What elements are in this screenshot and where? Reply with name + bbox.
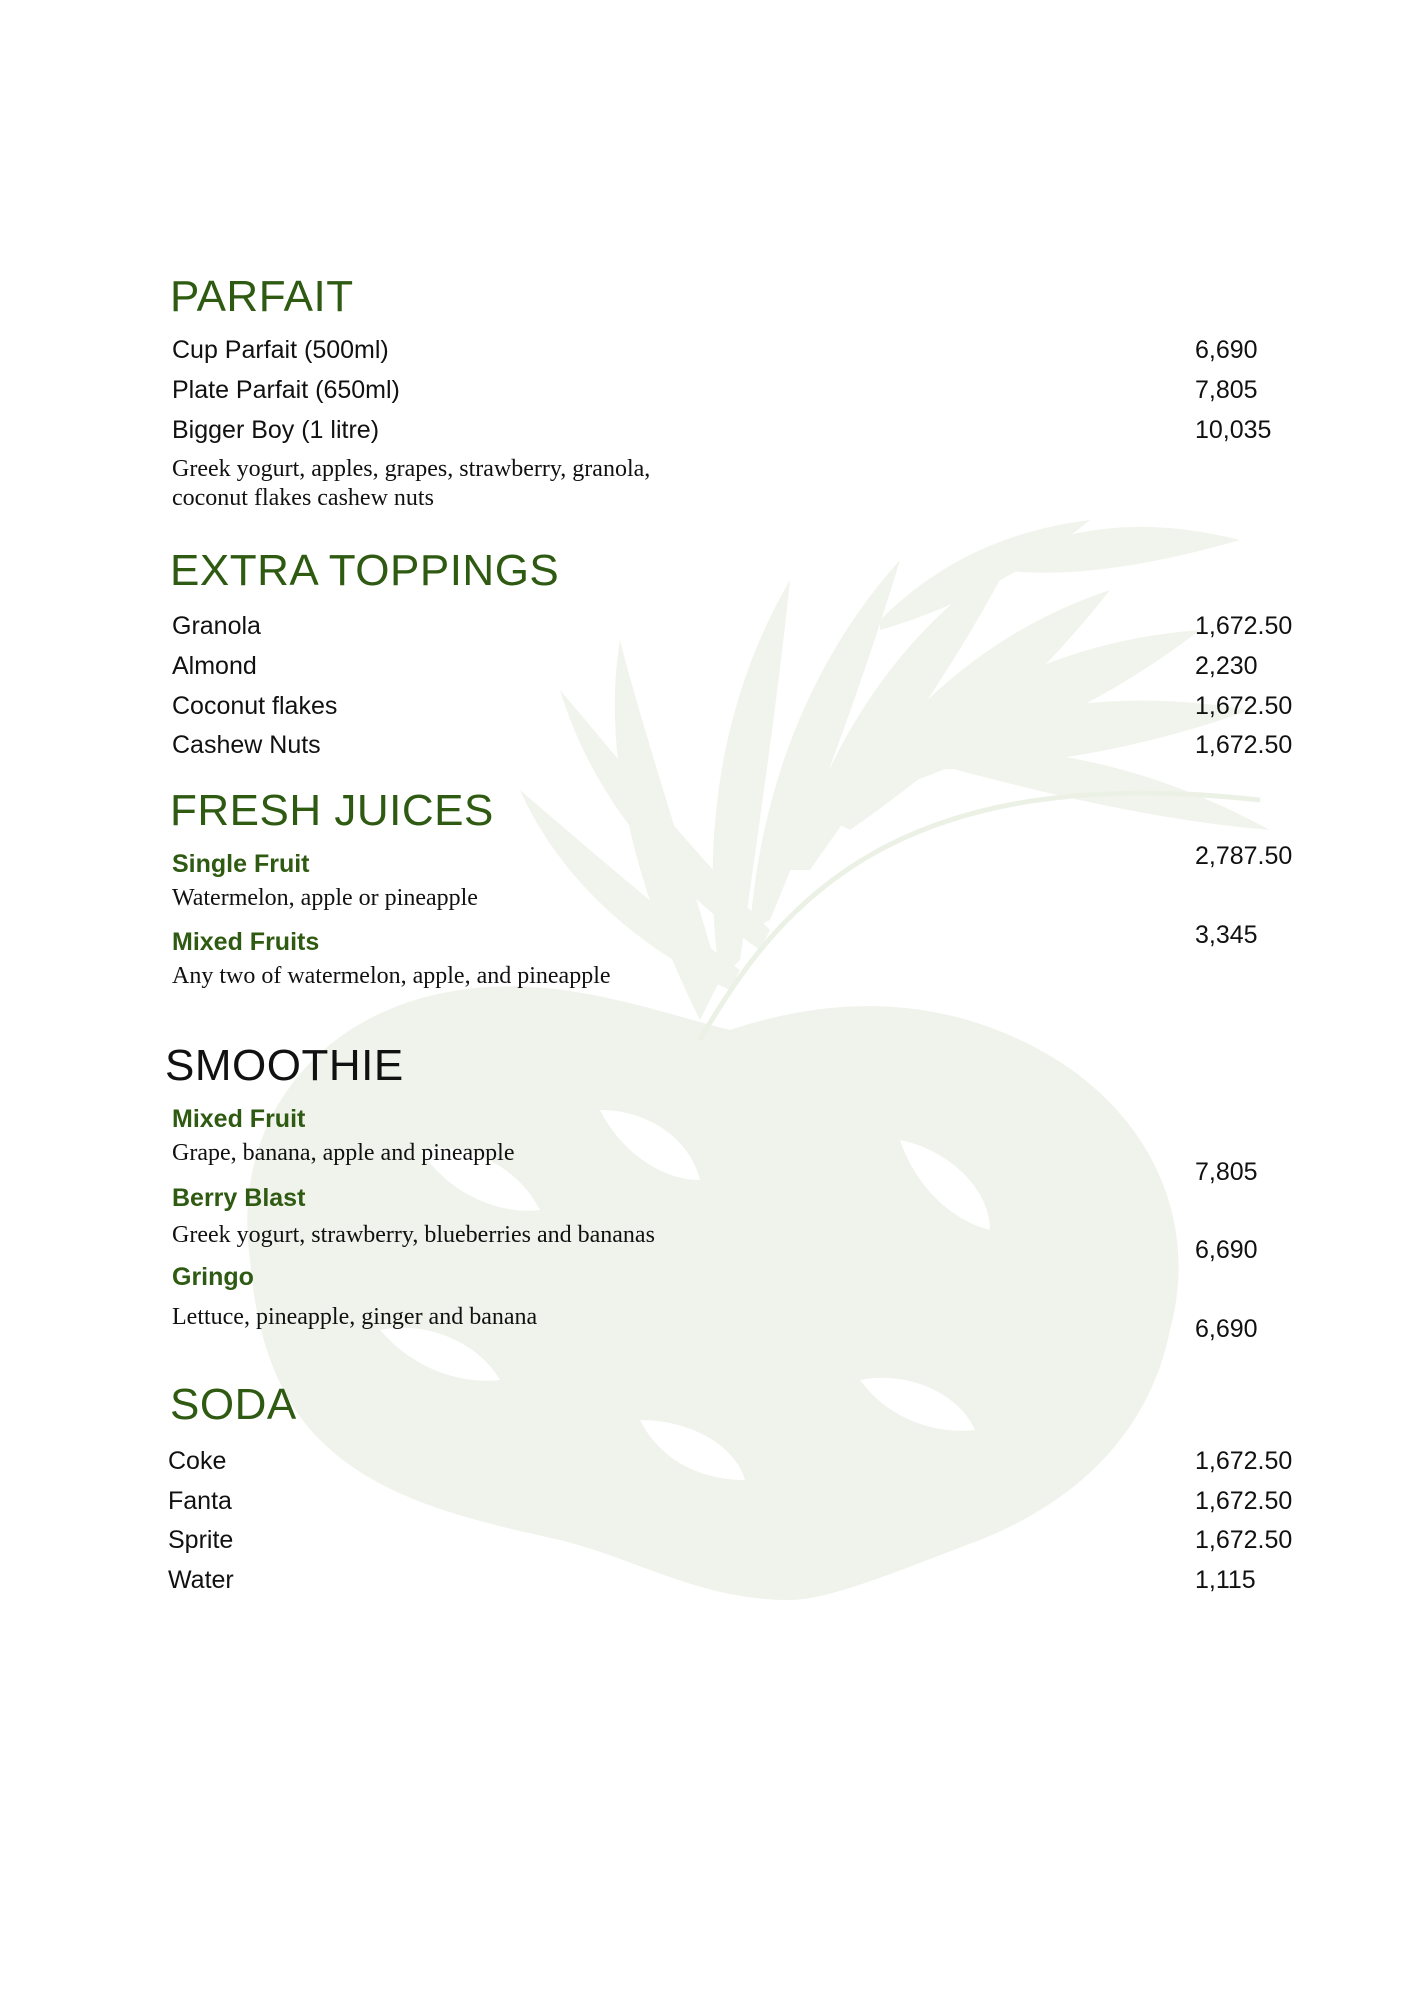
menu-item-name: Cashew Nuts bbox=[172, 731, 321, 759]
menu-item-name: Gringo bbox=[172, 1263, 254, 1291]
menu-item-description: coconut flakes cashew nuts bbox=[172, 485, 434, 511]
menu-item-description: Watermelon, apple or pineapple bbox=[172, 885, 478, 911]
menu-item-description: Greek yogurt, strawberry, blueberries and bananas bbox=[172, 1222, 655, 1248]
menu-item-price: 1,672.50 bbox=[1195, 1447, 1293, 1475]
menu-item-name: Single Fruit bbox=[172, 850, 310, 878]
menu-item-name: Water bbox=[168, 1566, 234, 1594]
menu-item-price: 7,805 bbox=[1195, 376, 1258, 404]
section-heading-smoothie: SMOOTHIE bbox=[165, 1041, 404, 1090]
menu-item-name: Sprite bbox=[168, 1526, 234, 1554]
menu-item-name: Granola bbox=[172, 612, 261, 640]
menu-item-price: 2,230 bbox=[1195, 652, 1258, 680]
menu-item-description: Grape, banana, apple and pineapple bbox=[172, 1140, 515, 1166]
menu-item-price: 1,672.50 bbox=[1195, 692, 1293, 720]
menu-item-price: 10,035 bbox=[1195, 416, 1272, 444]
menu-item-name: Mixed Fruit bbox=[172, 1105, 306, 1133]
menu-item-name: Bigger Boy (1 litre) bbox=[172, 416, 380, 444]
menu-item-name: Cup Parfait (500ml) bbox=[172, 336, 389, 364]
section-heading-soda: SODA bbox=[170, 1380, 297, 1429]
menu-item-name: Berry Blast bbox=[172, 1184, 306, 1212]
menu-item-price: 1,672.50 bbox=[1195, 612, 1293, 640]
menu-item-name: Mixed Fruits bbox=[172, 928, 320, 956]
menu-item-price: 2,787.50 bbox=[1195, 842, 1293, 870]
section-heading-extra-toppings: EXTRA TOPPINGS bbox=[170, 546, 560, 595]
menu-item-name: Plate Parfait (650ml) bbox=[172, 376, 400, 404]
menu-item-description: Greek yogurt, apples, grapes, strawberry, granola, bbox=[172, 456, 651, 482]
menu-item-description: Lettuce, pineapple, ginger and banana bbox=[172, 1304, 538, 1330]
menu-item-price: 6,690 bbox=[1195, 1236, 1258, 1264]
menu-item-price: 3,345 bbox=[1195, 921, 1258, 949]
menu-item-price: 1,672.50 bbox=[1195, 731, 1293, 759]
menu-item-price: 6,690 bbox=[1195, 1315, 1258, 1343]
menu-item-name: Coconut flakes bbox=[172, 692, 338, 720]
section-heading-parfait: PARFAIT bbox=[170, 272, 354, 321]
menu-item-description: Any two of watermelon, apple, and pineapple bbox=[172, 963, 611, 989]
menu-item-price: 6,690 bbox=[1195, 336, 1258, 364]
menu-item-price: 1,672.50 bbox=[1195, 1526, 1293, 1554]
section-heading-fresh-juices: FRESH JUICES bbox=[170, 786, 494, 835]
menu-item-name: Coke bbox=[168, 1447, 227, 1475]
menu-item-price: 1,115 bbox=[1195, 1566, 1256, 1594]
menu-item-price: 1,672.50 bbox=[1195, 1487, 1293, 1515]
menu-item-price: 7,805 bbox=[1195, 1158, 1258, 1186]
menu-item-name: Fanta bbox=[168, 1487, 232, 1515]
menu-item-name: Almond bbox=[172, 652, 257, 680]
